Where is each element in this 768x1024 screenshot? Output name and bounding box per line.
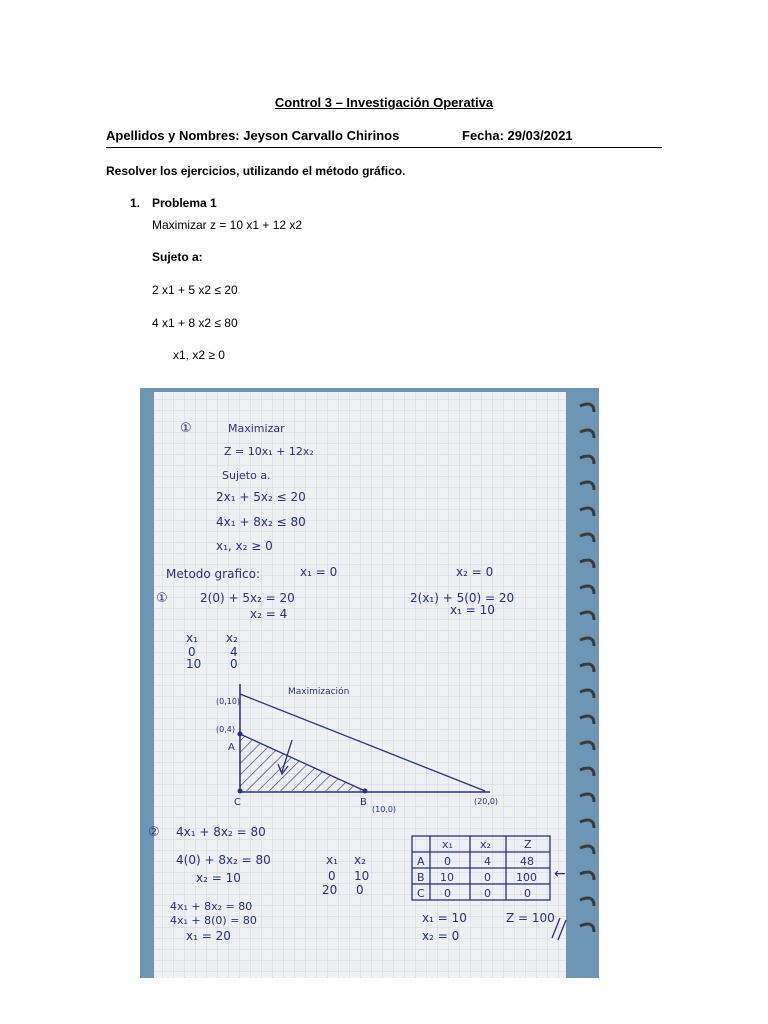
graph-point-a: A [228, 742, 235, 753]
results-r2-x2: 0 [484, 871, 491, 884]
constraint-3: x1, x2 ≥ 0 [173, 348, 225, 362]
hw-objective: Z = 10x₁ + 12x₂ [224, 445, 314, 458]
results-r1-label: A [417, 855, 425, 868]
constraint-2: 4 x1 + 8 x2 ≤ 80 [152, 316, 238, 330]
graph-point-c: C [234, 797, 241, 808]
hw-step1-a: 2(0) + 5x₂ = 20 [200, 591, 295, 605]
notebook-svg [140, 388, 599, 978]
spiral-binding [580, 404, 594, 932]
results-r3-z: 0 [524, 887, 531, 900]
results-r1-x1: 0 [444, 855, 451, 868]
graph-point-b: B [360, 797, 367, 808]
hw-table2-h1: x₁ [326, 853, 338, 867]
hw-step2-d: 4x₁ + 8x₂ = 80 [170, 900, 253, 913]
results-r2-z: 100 [516, 871, 537, 884]
hw-x2-zero: x₂ = 0 [456, 565, 494, 579]
hw-constraint-3: x₁, x₂ ≥ 0 [216, 539, 273, 553]
hw-maximize: Maximizar [228, 422, 285, 435]
hw-step1-d: x₁ = 10 [450, 603, 495, 617]
graph-y-top: (0,10) [216, 697, 241, 706]
hw-table1-r1c1: 0 [188, 645, 196, 659]
objective-function: Maximizar z = 10 x1 + 12 x2 [152, 218, 303, 232]
arrow-icon: ← [554, 866, 566, 882]
hw-table1-r2c2: 0 [230, 657, 238, 671]
hw-table1-h2: x₂ [226, 631, 238, 645]
hw-step2-e: 4x₁ + 8(0) = 80 [170, 914, 257, 927]
hw-table1-r1c2: 4 [230, 645, 238, 659]
hw-constraint-1: 2x₁ + 5x₂ ≤ 20 [216, 490, 306, 504]
header-line [106, 128, 662, 148]
hw-step2-b: 4(0) + 8x₂ = 80 [176, 853, 271, 867]
exam-date: Fecha: 29/03/2021 [462, 128, 573, 143]
hw-table2-r2c2: 0 [356, 883, 364, 897]
hw-heading-num: ① [180, 421, 192, 436]
results-r3-x1: 0 [444, 887, 451, 900]
hw-x1-zero: x₁ = 0 [300, 565, 338, 579]
results-r1-x2: 4 [484, 855, 491, 868]
hw-step2-a: 4x₁ + 8x₂ = 80 [176, 825, 266, 839]
graph-label-max: Maximización [288, 687, 350, 697]
results-r1-z: 48 [520, 855, 534, 868]
hw-table1-r2c1: 10 [186, 657, 202, 671]
hw-table2-r2c1: 20 [322, 883, 338, 897]
subject-to-label: Sujeto a: [152, 250, 203, 264]
graph-x-mid: (10,0) [372, 805, 397, 814]
hw-step2-num: ② [148, 825, 160, 840]
instructions: Resolver los ejercicios, utilizando el método gráfico. [106, 164, 406, 178]
document-title: Control 3 – Investigación Operativa [274, 95, 494, 110]
results-h3: Z [524, 838, 532, 851]
hw-table1-h1: x₁ [186, 631, 198, 645]
hw-table2-r1c2: 10 [354, 869, 370, 883]
student-name: Apellidos y Nombres: Jeyson Carvallo Chirinos [106, 128, 400, 143]
hw-answer-x2: x₂ = 0 [422, 929, 460, 943]
hw-table2-r1c1: 0 [328, 869, 336, 883]
results-h1: x₁ [442, 838, 453, 851]
constraint-1: 2 x1 + 5 x2 ≤ 20 [152, 283, 238, 297]
notebook-photo [140, 388, 599, 978]
hw-constraint-2: 4x₁ + 8x₂ ≤ 80 [216, 515, 306, 529]
problem-title: Problema 1 [152, 196, 217, 210]
results-r2-x1: 10 [440, 871, 454, 884]
graph-y-mid: (0,4) [216, 725, 235, 734]
hw-answer-z: Z = 100 [506, 911, 555, 925]
hw-answer-x1: x₁ = 10 [422, 911, 467, 925]
graph-x-far: (20,0) [474, 797, 499, 806]
results-r2-label: B [417, 871, 425, 884]
hw-step2-c: x₂ = 10 [196, 871, 241, 885]
results-r3-label: C [417, 887, 425, 900]
hw-method: Metodo grafico: [166, 567, 261, 581]
hw-table2-h2: x₂ [354, 853, 366, 867]
hw-step1-b: x₂ = 4 [250, 607, 288, 621]
hw-step1-num: ① [156, 591, 168, 606]
results-h2: x₂ [480, 838, 491, 851]
hw-step1-c: 2(x₁) + 5(0) = 20 [410, 591, 515, 605]
problem-number: 1. [130, 196, 141, 210]
results-r3-x2: 0 [484, 887, 491, 900]
hw-subject: Sujeto a. [222, 469, 271, 482]
hw-step2-f: x₁ = 20 [186, 929, 231, 943]
